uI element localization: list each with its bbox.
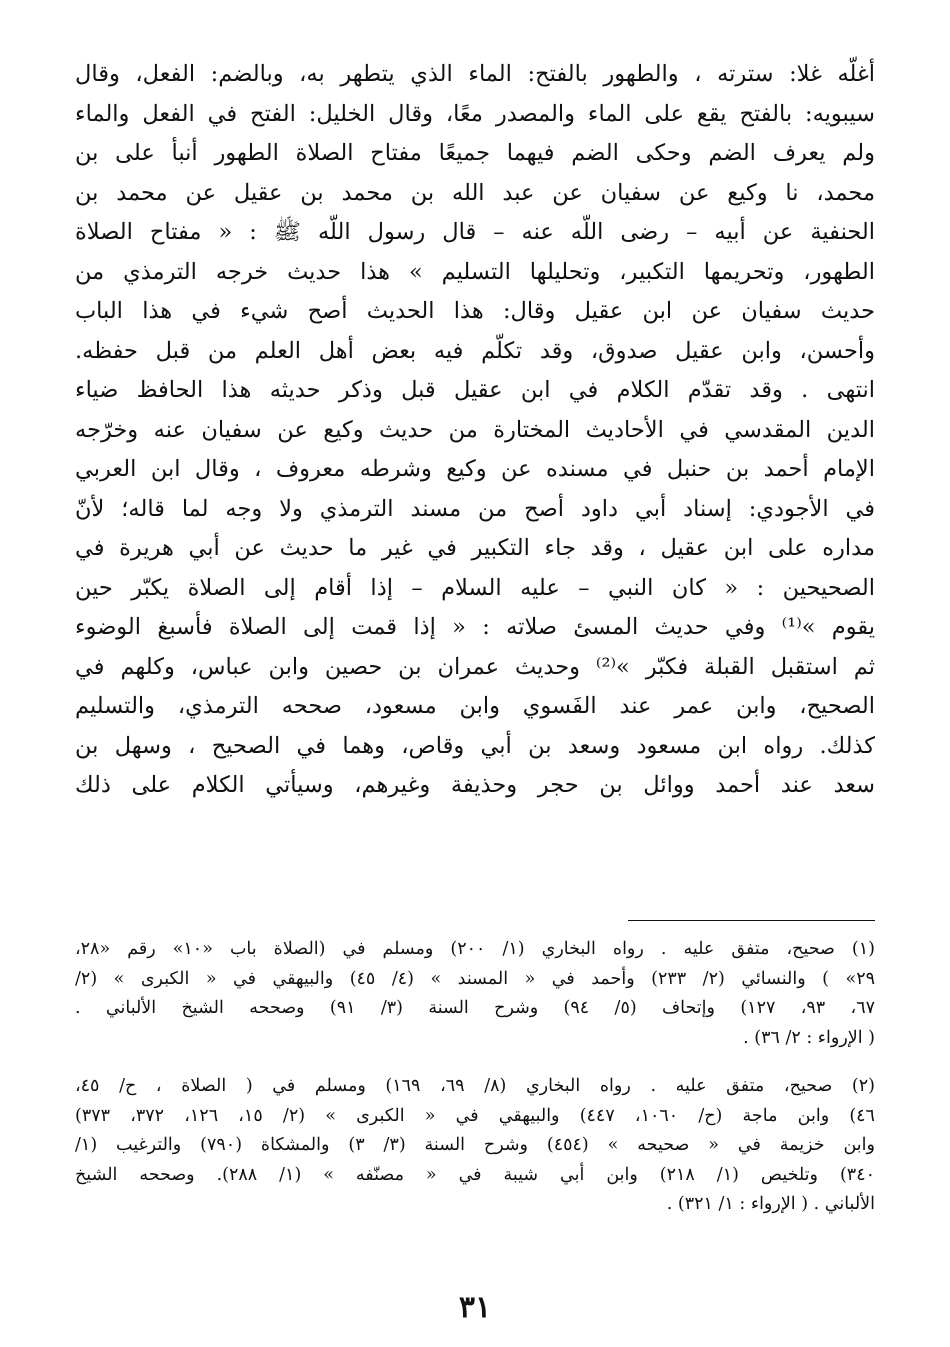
- body-line: كذلك. رواه ابن مسعود وسعد بن أبي وقاص، وهما في الصحيح ، وسهل بن: [75, 732, 875, 759]
- body-line: الصحيحين : « كان النبي – عليه السلام – إذا أقام إلى الصلاة يكبّر حين: [75, 574, 875, 601]
- page-number: ٣١: [458, 1290, 492, 1325]
- footnote-2: [75, 1072, 875, 1220]
- footnote-line: ( الإرواء : ٢/ ٣٦) .: [743, 1027, 875, 1048]
- body-line: في الأجودي: إسناد أبي داود أصح من مسند الترمذي ولا وجه لما قاله؛ لأنّ: [75, 495, 875, 522]
- footnotes: [75, 935, 875, 1239]
- footnote-line: وابن خزيمة في « صحيحه » (٤٥٤) وشرح السنة (٣/ ٣) والمشكاة (٧٩٠) والترغيب (١/: [75, 1135, 875, 1155]
- body-line: أغلّه غلا: سترته ، والطهور بالفتح: الماء الذي يتطهر به، وبالضم: الفعل، وقال: [75, 61, 875, 87]
- body-line: الدين المقدسي في الأحاديث المختارة من حديث وكيع عن سفيان عنه وخرّجه: [75, 416, 875, 443]
- footnote-1: [75, 935, 875, 1053]
- body-line: الإمام أحمد بن حنبل في مسنده عن وكيع وشرطه معروف ، وقال ابن العربي: [75, 456, 875, 482]
- body-line: الطهور، وتحريمها التكبير، وتحليلها التسليم » هذا حديث خرجه الترمذي من: [75, 258, 875, 285]
- body-line: الصحيح، وابن عمر عند الفَسوي وابن مسعود، صححه الترمذي، والتسليم: [75, 693, 875, 719]
- body-line: وأحسن، وابن عقيل صدوق، وقد تكلّم فيه بعض أهل العلم من قبل حفظه.: [75, 337, 875, 364]
- body-line: الحنفية عن أبيه – رضى اللّه عنه – قال رسول اللّه ﷺ : « مفتاح الصلاة: [75, 219, 875, 245]
- footnote-line: ٣٤٠) وتلخيص (١/ ٢١٨) وابن أبي شيبة في « مصنّفه » (١/ ٢٨٨). وصححه الشيخ: [75, 1164, 875, 1185]
- body-line: سعد عند أحمد ووائل بن حجر وحذيفة وغيرهم، وسيأتي الكلام على ذلك: [75, 772, 875, 798]
- footnote-line: (١) صحيح، متفق عليه . رواه البخاري (١/ ٢٠٠) ومسلم في (الصلاة باب «١٠» رقم «٢٨،: [75, 939, 875, 959]
- body-line: ثم استقبل القبلة فكبّر »⁽²⁾ وحديث عمران بن حصين وابن عباس، وكلهم في: [75, 653, 875, 680]
- body-line: ولم يعرف الضم وحكى الضم فيهما جميعًا مفتاح الصلاة الطهور أنبأ على بن: [75, 140, 875, 166]
- body-line: انتهى . وقد تقدّم الكلام في ابن عقيل قبل وذكر حديثه هذا الحافظ ضياء: [75, 377, 875, 403]
- footnote-divider: [628, 920, 875, 921]
- body-line: سيبويه: بالفتح يقع على الماء والمصدر معًا، وقال الخليل: الفتح في الفعل والماء: [75, 100, 875, 127]
- body-line: محمد، نا وكيع عن سفيان عن عبد الله بن محمد بن عقيل عن محمد بن: [75, 179, 875, 206]
- body-line: حديث سفيان عن ابن عقيل وقال: هذا الحديث أصح شيء في هذا الباب: [75, 298, 875, 324]
- footnote-line: ٦٧، ٩٣، ١٢٧) وإتحاف (٥/ ٩٤) وشرح السنة (٣/ ٩١) وصححه الشيخ الألباني .: [75, 998, 875, 1018]
- body-line: يقوم »⁽¹⁾ وفي حديث المسئ صلاته : « إذا قمت إلى الصلاة فأسبغ الوضوء: [75, 614, 875, 640]
- footnote-line: (٢) صحيح، متفق عليه . رواه البخاري (٨/ ٦٩، ١٦٩) ومسلم في ( الصلاة ، ح/ ٤٥،: [75, 1076, 875, 1096]
- body-line: مداره على ابن عقيل ، وقد جاء التكبير في غير ما حديث عن أبي هريرة في: [75, 535, 875, 561]
- footnote-line: ٢٩» ) والنسائي (٢/ ٢٣٣) وأحمد في « المسند » (٤/ ٤٥) والبيهقي في « الكبرى » (٢/: [75, 968, 875, 989]
- main-text: [75, 55, 875, 806]
- footnote-line: الألباني . ( الإرواء : ١/ ٣٢١) .: [666, 1194, 875, 1214]
- footnote-line: ٤٦) وابن ماجة (ح/ ١٠٦٠، ٤٤٧) والبيهقي في « الكبرى » (٢/ ١٥، ١٢٦، ٣٧٢، ٣٧٣): [75, 1105, 875, 1126]
